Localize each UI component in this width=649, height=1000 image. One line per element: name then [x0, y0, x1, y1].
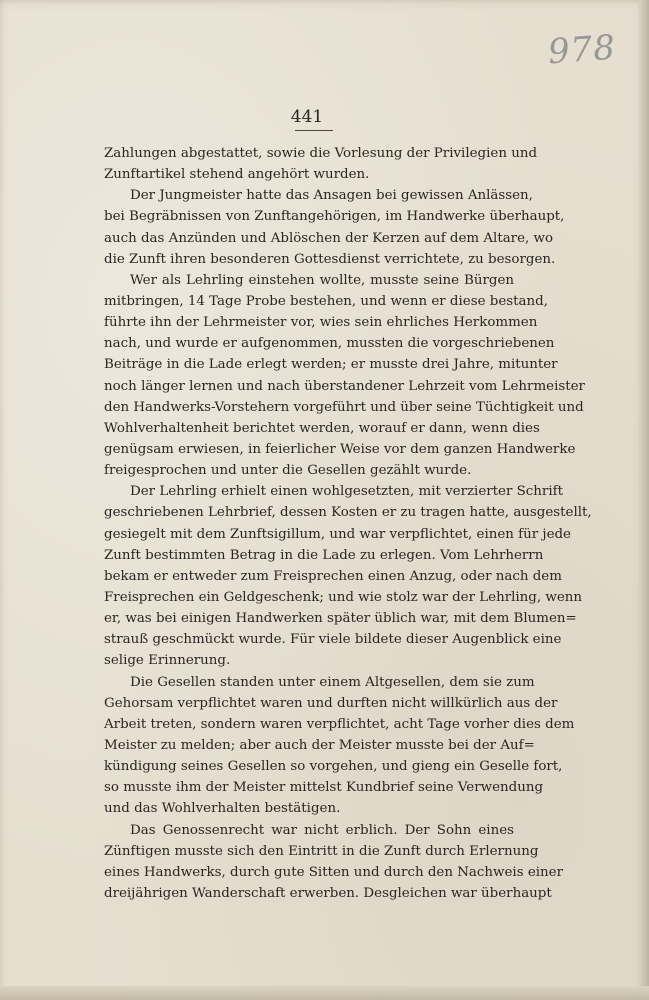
text-line: Meister zu melden; aber auch der Meister musste bei der Auf=: [104, 737, 535, 753]
text-line: Zunftartikel stehend angehört wurden.: [104, 167, 370, 183]
text-line: Die Gesellen standen unter einem Altgesellen, dem sie zum: [130, 674, 535, 690]
text-line: Freisprechen ein Geldgeschenk; und wie stolz war der Lehrling, wenn: [104, 589, 583, 605]
page-edge-bottom: [0, 986, 649, 1000]
text-line: Gehorsam verpflichtet waren und durften nicht willkürlich aus der: [104, 695, 558, 711]
text-line: eines Handwerks, durch gute Sitten und durch den Nachweis einer: [104, 864, 563, 880]
text-line: bei Begräbnissen von Zunftangehörigen, im Handwerke überhaupt,: [104, 209, 565, 225]
text-line: die Zunft ihren besonderen Gottesdienst verrichtete, zu besorgen.: [104, 251, 556, 267]
text-line: den Handwerks-Vorstehern vorgeführt und über seine Tüchtigkeit und: [104, 399, 584, 415]
paragraph: [104, 672, 575, 820]
paragraph: [104, 185, 565, 270]
text-line: Zahlungen abgestattet, sowie die Vorlesung der Privilegien und: [104, 146, 538, 161]
text-line: Der Lehrling erhielt einen wohlgesetzten, mit verzierter Schrift: [130, 484, 563, 500]
text-line: Zunft bestimmten Betrag in die Lade zu erlegen. Vom Lehrherrn: [104, 547, 544, 563]
text-line: noch länger lernen und nach überstandener Lehrzeit vom Lehrmeister: [104, 378, 585, 394]
text-line: und das Wohlverhalten bestätigen.: [104, 801, 341, 817]
text-line: geschriebenen Lehrbrief, dessen Kosten er zu tragen hatte, ausgestellt,: [104, 505, 592, 521]
text-line: selige Erinnerung.: [104, 653, 231, 669]
paragraph: [104, 270, 585, 481]
text-line: Zünftigen musste sich den Eintritt in die Zunft durch Erlernung: [104, 843, 539, 859]
text-line: bekam er entweder zum Freisprechen einen Anzug, oder nach dem: [104, 568, 562, 584]
text-line: er, was bei einigen Handwerken später üblich war, mit dem Blumen=: [104, 611, 577, 627]
text-line: so musste ihm der Meister mittelst Kundbrief seine Verwendung: [104, 780, 544, 796]
page-edge-right: [639, 0, 649, 1000]
body-text: [104, 143, 592, 904]
text-line: kündigung seines Gesellen so vorgehen, und gieng ein Geselle fort,: [104, 759, 563, 775]
text-line: Wohlverhaltenheit berichtet werden, worauf er dann, wenn dies: [104, 420, 540, 436]
page-number-rule: [295, 130, 333, 131]
text-line: auch das Anzünden und Ablöschen der Kerzen auf dem Altare, wo: [104, 230, 554, 246]
text-line: nach, und wurde er aufgenommen, mussten die vorgeschriebenen: [104, 336, 555, 352]
text-line: Der Jungmeister hatte das Ansagen bei gewissen Anlässen,: [130, 188, 533, 204]
text-line: führte ihn der Lehrmeister vor, wies sein ehrliches Herkommen: [104, 315, 538, 331]
text-line: Wer als Lehrling einstehen wollte, musste seine Bürgen: [130, 272, 514, 288]
text-line: Arbeit treten, sondern waren verpflichtet, acht Tage vorher dies dem: [104, 716, 575, 732]
text-line: strauß geschmückt wurde. Für viele bildete dieser Augenblick eine: [104, 632, 562, 648]
page-number: 441: [290, 107, 324, 127]
text-line: Das Genossenrecht war nicht erblich. Der Sohn eines: [130, 822, 514, 838]
text-line: genügsam erwiesen, in feierlicher Weise vor dem ganzen Handwerke: [104, 441, 576, 457]
paragraph: [104, 143, 538, 185]
text-line: gesiegelt mit dem Zunftsigillum, und war verpflichtet, einen für jede: [104, 526, 571, 542]
handwritten-archive-number: 978: [546, 27, 618, 73]
text-line: Beiträge in die Lade erlegt werden; er musste drei Jahre, mitunter: [104, 357, 558, 373]
text-line: mitbringen, 14 Tage Probe bestehen, und wenn er diese bestand,: [104, 293, 548, 309]
text-line: dreijährigen Wanderschaft erwerben. Desgleichen war überhaupt: [104, 885, 552, 901]
paragraph: [104, 820, 563, 905]
paragraph: [104, 481, 592, 671]
text-line: freigesprochen und unter die Gesellen gezählt wurde.: [104, 463, 472, 479]
